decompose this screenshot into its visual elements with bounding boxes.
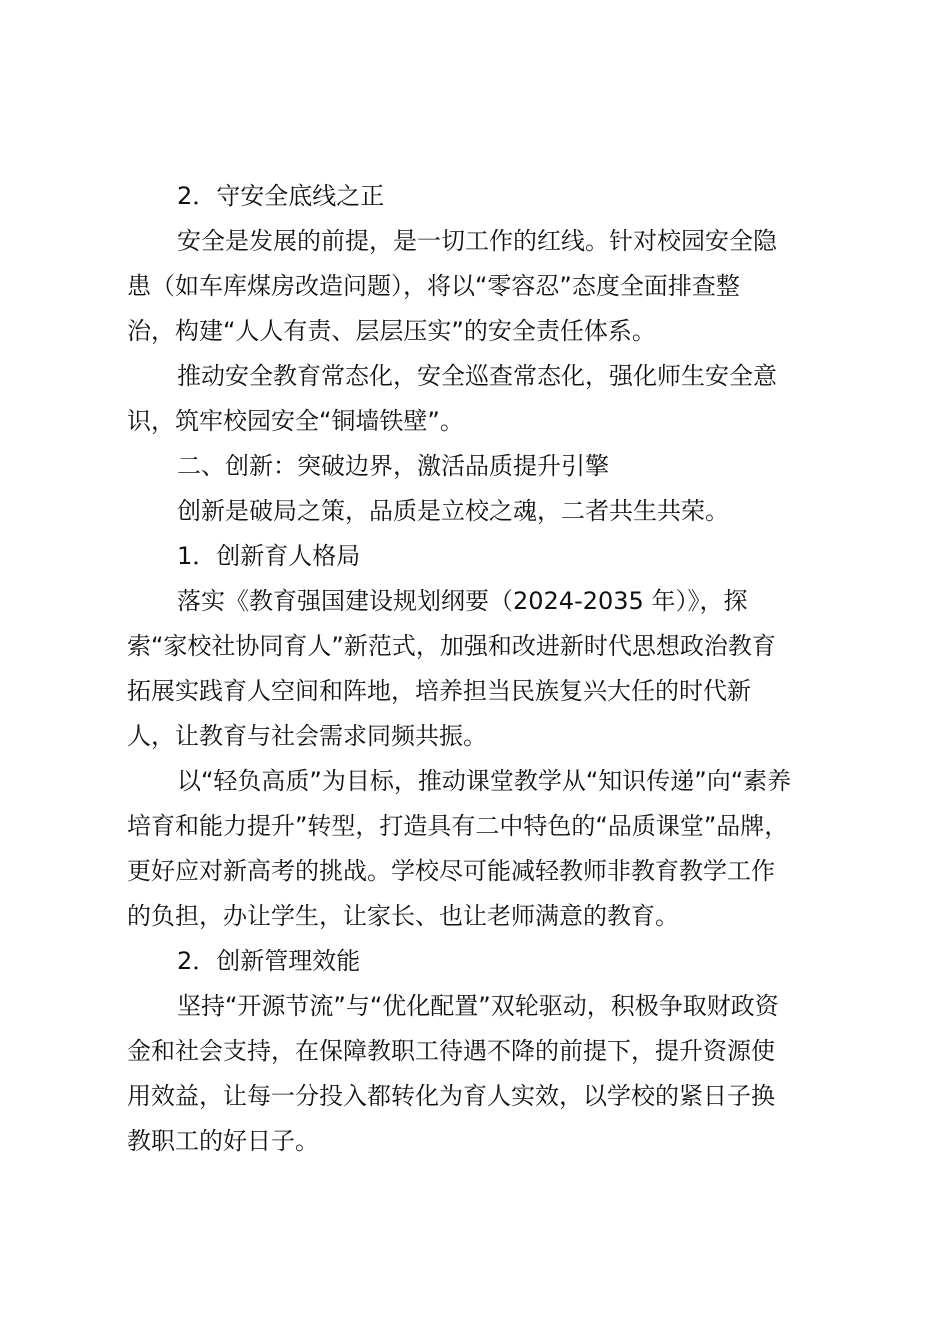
paragraph-line: 培育和能力提升”转型，打造具有二中特色的“品质课堂”品牌，	[127, 812, 789, 840]
paragraph-line: 患（如车库煤房改造问题），将以“零容忍”态度全面排查整	[127, 272, 740, 300]
section-heading: 2．守安全底线之正	[177, 182, 385, 210]
paragraph-line: 坚持“开源节流”与“优化配置”双轮驱动，积极争取财政资	[177, 992, 779, 1020]
paragraph-line: 的负担，办让学生，让家长、也让老师满意的教育。	[127, 902, 679, 930]
paragraph-line: 创新是破局之策，品质是立校之魂，二者共生共荣。	[177, 497, 729, 525]
paragraph-line: 落实《教育强国建设规划纲要（2024-2035 年）》，探	[177, 587, 748, 615]
paragraph-line: 推动安全教育常态化，安全巡查常态化，强化师生安全意	[177, 362, 777, 390]
paragraph-line: 金和社会支持，在保障教职工待遇不降的前提下，提升资源使	[127, 1037, 775, 1065]
paragraph-line: 以“轻负高质”为目标，推动课堂教学从“知识传递”向“素养	[177, 767, 792, 795]
paragraph-line: 拓展实践育人空间和阵地，培养担当民族复兴大任的时代新	[127, 677, 751, 705]
paragraph-line: 索“家校社协同育人”新范式，加强和改进新时代思想政治教育	[127, 632, 776, 660]
section-heading: 2．创新管理效能	[177, 947, 361, 975]
paragraph-line: 治，构建“人人有责、层层压实”的安全责任体系。	[127, 317, 656, 345]
chapter-heading: 二、创新：突破边界，激活品质提升引擎	[177, 452, 609, 480]
paragraph-line: 教职工的好日子。	[127, 1127, 319, 1155]
section-heading: 1．创新育人格局	[177, 542, 361, 570]
paragraph-line: 用效益，让每一分投入都转化为育人实效，以学校的紧日子换	[127, 1082, 775, 1110]
paragraph-line: 安全是发展的前提，是一切工作的红线。针对校园安全隐	[177, 227, 777, 255]
paragraph-line: 更好应对新高考的挑战。学校尽可能减轻教师非教育教学工作	[127, 857, 775, 885]
paragraph-line: 人，让教育与社会需求同频共振。	[127, 722, 487, 750]
paragraph-line: 识，筑牢校园安全“铜墙铁壁”。	[127, 407, 464, 435]
